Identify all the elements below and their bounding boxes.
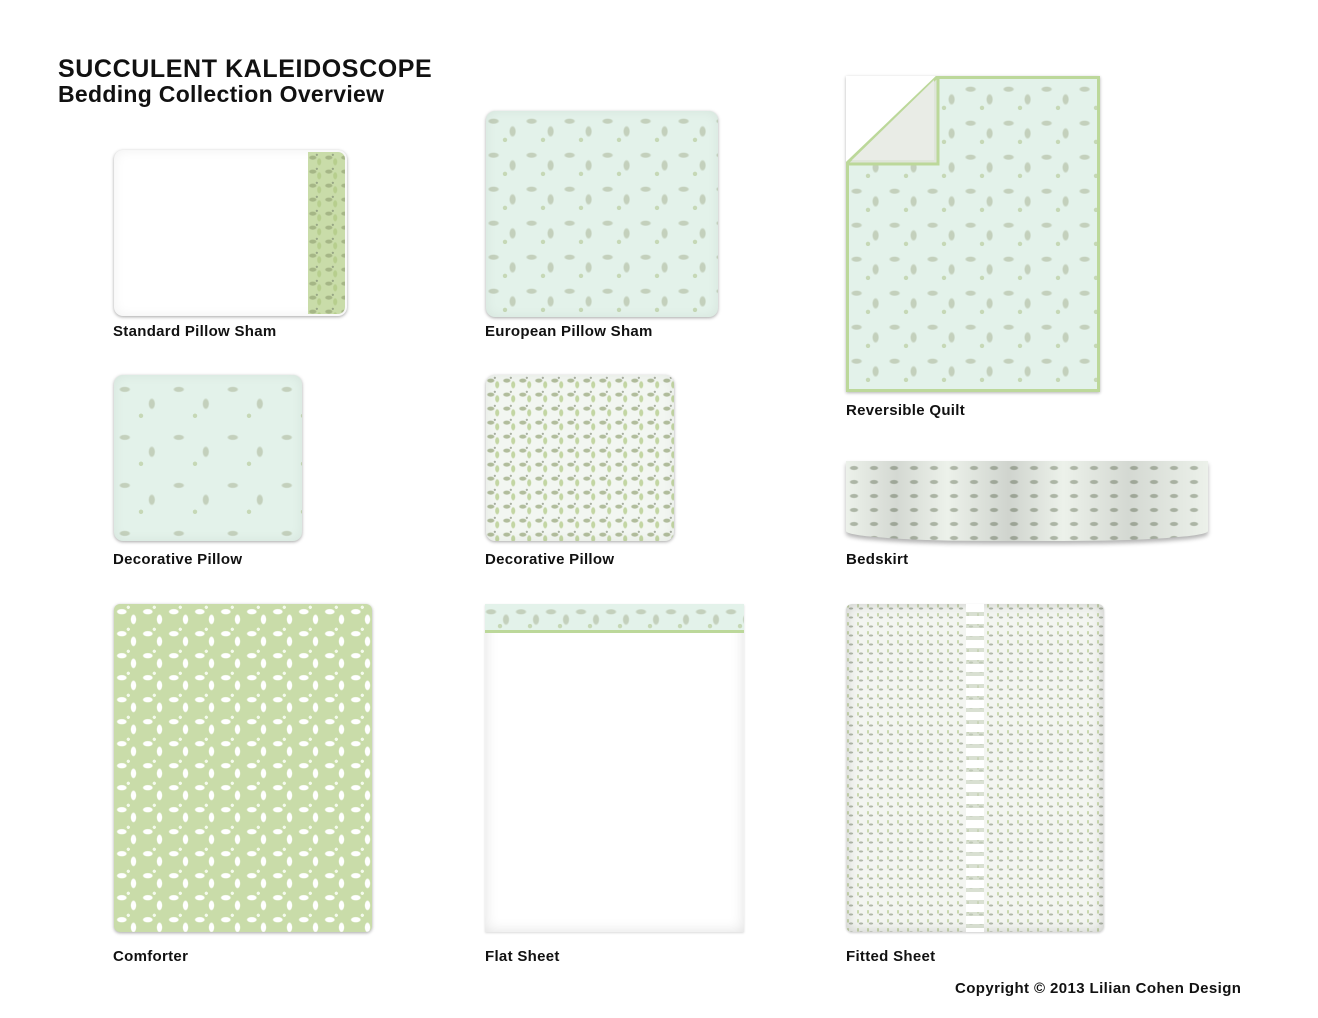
standard-pillow-sham-label: Standard Pillow Sham	[113, 323, 277, 340]
decorative-pillow-2-image	[486, 375, 674, 541]
european-pillow-sham-image	[486, 111, 718, 317]
decorative-pillow-1-image	[114, 375, 302, 541]
collection-subtitle: Bedding Collection Overview	[58, 81, 385, 107]
flat-sheet-image	[485, 604, 744, 932]
collection-title: SUCCULENT KALEIDOSCOPE	[58, 55, 433, 83]
comforter-label: Comforter	[113, 948, 189, 965]
bedskirt-image	[846, 461, 1208, 541]
fitted-sheet-image	[846, 604, 1104, 932]
comforter-image	[114, 604, 372, 932]
reversible-quilt-image	[846, 76, 1100, 392]
fitted-sheet-label: Fitted Sheet	[846, 948, 936, 965]
standard-pillow-sham-image	[114, 150, 347, 316]
flat-sheet-label: Flat Sheet	[485, 948, 560, 965]
decorative-pillow-2-label: Decorative Pillow	[485, 551, 615, 568]
reversible-quilt-label: Reversible Quilt	[846, 402, 966, 419]
bedskirt-label: Bedskirt	[846, 551, 909, 568]
quilt-folded-corner	[846, 76, 942, 168]
decorative-pillow-1-label: Decorative Pillow	[113, 551, 243, 568]
european-pillow-sham-label: European Pillow Sham	[485, 323, 653, 340]
copyright-notice: Copyright © 2013 Lilian Cohen Design	[955, 980, 1242, 997]
